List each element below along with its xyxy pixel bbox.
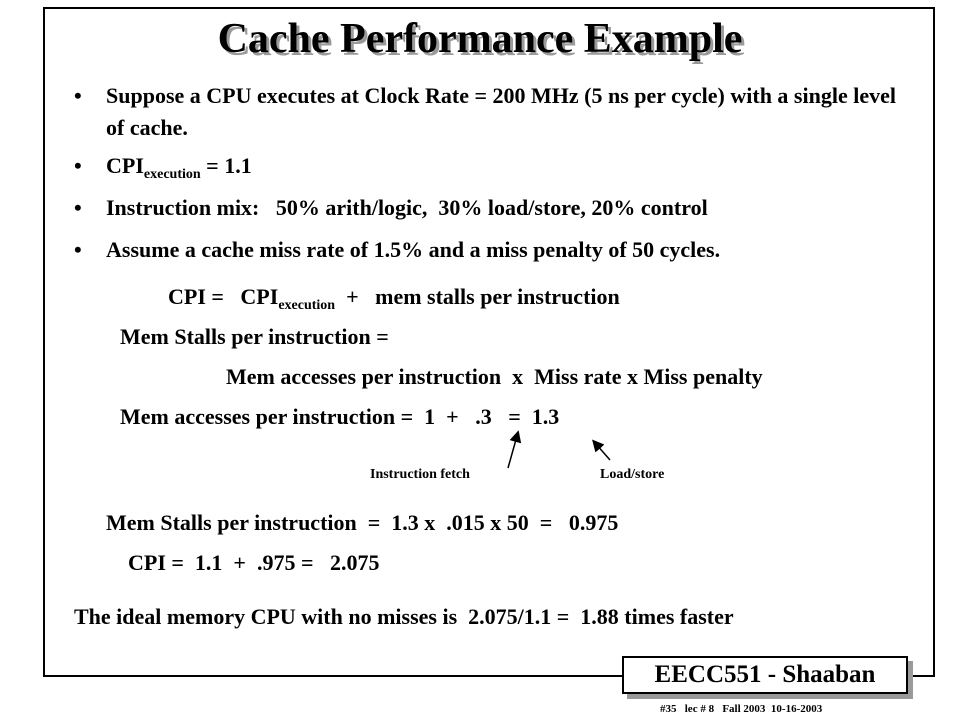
bullet-miss-rate: Assume a cache miss rate of 1.5% and a miss penalty of 50 cycles. <box>106 237 721 262</box>
arrow-instruction-fetch <box>508 436 517 468</box>
slide-footer: #35 lec # 8 Fall 2003 10-16-2003 <box>660 703 823 715</box>
bullet-instruction-mix: Instruction mix: 50% arith/logic, 30% load/store, 20% control <box>106 195 708 220</box>
annotation-instruction-fetch: Instruction fetch <box>370 467 470 482</box>
mem-stalls-label: Mem Stalls per instruction = <box>120 324 389 349</box>
bullet-marker: • <box>74 237 82 262</box>
mem-accesses-line: Mem accesses per instruction = 1 + .3 = 1.3 <box>120 404 560 429</box>
bullet-marker: • <box>74 153 82 178</box>
course-badge: EECC551 - Shaaban <box>622 656 908 694</box>
mem-stalls-result: Mem Stalls per instruction = 1.3 x .015 x 50 = 0.975 <box>106 510 619 535</box>
cpi-result: CPI = 1.1 + .975 = 2.075 <box>128 550 380 575</box>
slide-title: Cache Performance Example <box>217 16 743 62</box>
annotation-load-store: Load/store <box>600 467 665 482</box>
cpi-formula: CPI = $CPI_{execution}$ + mem stalls per instruction <box>168 284 620 313</box>
bullet-clock-rate: Suppose a CPU executes at Clock Rate = 200 MHz (5 ns per cycle) with a single level of cache. <box>106 83 896 140</box>
mem-stalls-formula: Mem accesses per instruction x Miss rate x Miss penalty <box>226 364 763 389</box>
arrow-load-store <box>596 444 610 460</box>
bullet-marker: • <box>74 83 82 108</box>
bullet-marker: • <box>74 195 82 220</box>
bullet-cpi-execution: $CPI_{execution} = 1.1$ <box>106 153 252 182</box>
conclusion-line: The ideal memory CPU with no misses is 2.075/1.1 = 1.88 times faster <box>74 604 734 629</box>
